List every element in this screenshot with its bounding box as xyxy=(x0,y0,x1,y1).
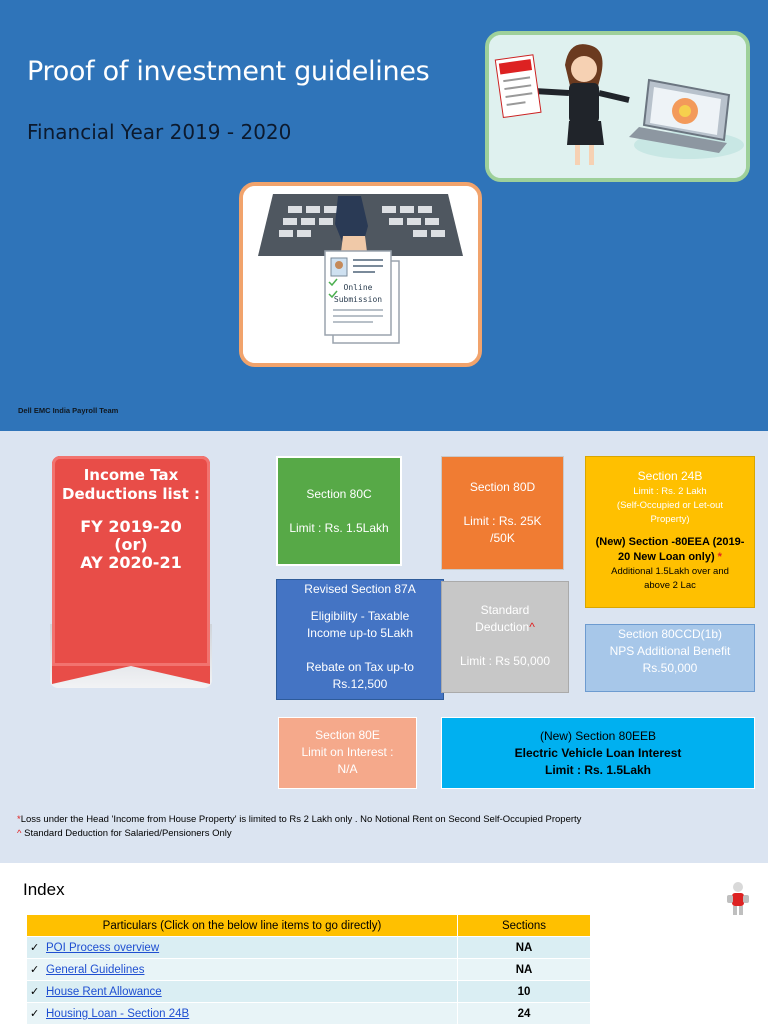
section-80eea-marker: * xyxy=(717,551,722,563)
section-cell: NA xyxy=(458,937,591,959)
header-particulars: Particulars (Click on the below line items to go directly) xyxy=(27,915,458,937)
section-80d-limit-2: /50K xyxy=(490,531,515,545)
section-80eea-line2-wrap xyxy=(586,550,754,565)
ribbon-or: (or) xyxy=(114,535,148,554)
ribbon-heading-line2: Deductions list : xyxy=(62,485,200,503)
submission-label: Submission xyxy=(333,295,383,304)
section-87a-elig-2: Income up-to 5Lakh xyxy=(306,626,414,640)
checkmark-icon: ✓ xyxy=(30,1008,40,1020)
standard-deduction-box xyxy=(441,581,569,693)
section-80c-limit: Limit : Rs. 1.5Lakh xyxy=(289,520,389,535)
section-cell: NA xyxy=(458,959,591,981)
section-87a-title: Revised Section 87A xyxy=(304,582,416,596)
section-80e-box xyxy=(278,717,417,789)
index-link-general-guidelines[interactable]: General Guidelines xyxy=(46,964,145,976)
deductions-slide xyxy=(0,431,768,863)
section-87a-elig-1: Eligibility - Taxable xyxy=(310,609,410,623)
online-label: Online xyxy=(343,283,373,292)
standard-deduction-line2-wrap xyxy=(442,619,568,636)
title-slide xyxy=(0,0,768,431)
section-80e-title: Section 80E xyxy=(315,728,380,742)
section-80ccd-box xyxy=(585,624,755,692)
page-title: Proof of investment guidelines xyxy=(27,56,430,87)
page-subtitle: Financial Year 2019 - 2020 xyxy=(27,120,292,144)
section-80eea-line1: (New) Section -80EEA (2019- xyxy=(595,536,745,548)
section-24b-note-2: Property) xyxy=(650,514,690,525)
section-80eea-extra-2: above 2 Lac xyxy=(644,580,696,591)
index-title: Index xyxy=(23,880,65,899)
header-sections: Sections xyxy=(458,915,591,937)
section-80e-line1: Limit on Interest : xyxy=(301,745,394,759)
table-row[interactable] xyxy=(27,1003,591,1024)
checkmark-icon: ✓ xyxy=(30,986,40,998)
mascot-icon xyxy=(723,880,753,918)
ribbon-years xyxy=(52,518,210,572)
section-87a-box xyxy=(276,579,444,700)
footnote-standard-deduction-text: Standard Deduction for Salaried/Pensioners Only xyxy=(21,828,232,839)
online-submission-illustration xyxy=(239,182,482,367)
index-link-hra[interactable]: House Rent Allowance xyxy=(46,986,162,998)
index-link-housing-loan[interactable]: Housing Loan - Section 24B xyxy=(46,1008,190,1020)
deductions-ribbon xyxy=(50,456,212,691)
section-87a-rebate-1: Rebate on Tax up-to xyxy=(306,660,414,674)
section-80d-box xyxy=(441,456,564,570)
section-80d-limit-1: Limit : Rs. 25K xyxy=(463,514,542,528)
section-80ccd-line2: Rs.50,000 xyxy=(642,661,698,675)
index-link-poi-process[interactable]: POI Process overview xyxy=(46,942,160,954)
particular-cell xyxy=(27,981,458,1003)
section-80ccd-line1: NPS Additional Benefit xyxy=(609,644,731,658)
footnote-marker-star: * xyxy=(17,814,21,825)
particular-cell xyxy=(27,959,458,981)
index-table xyxy=(26,914,591,1024)
section-24b-limit: Limit : Rs. 2 Lakh xyxy=(633,486,707,497)
ribbon-ay: AY 2020-21 xyxy=(80,553,182,572)
section-80c-box xyxy=(276,456,402,566)
checkmark-icon: ✓ xyxy=(30,964,40,976)
section-80eeb-line1: Electric Vehicle Loan Interest xyxy=(514,746,682,760)
particular-cell xyxy=(27,1003,458,1024)
ribbon-fy: FY 2019-20 xyxy=(80,517,182,536)
table-row[interactable] xyxy=(27,981,591,1003)
section-80eea-extra-1: Additional 1.5Lakh over and xyxy=(611,566,729,577)
table-row[interactable] xyxy=(27,937,591,959)
section-80c-title: Section 80C xyxy=(306,486,372,501)
table-row[interactable] xyxy=(27,959,591,981)
ribbon-heading-line1: Income Tax xyxy=(83,466,179,484)
footer-team-name: Dell EMC India Payroll Team xyxy=(18,406,119,415)
index-slide xyxy=(0,863,768,1024)
section-cell: 24 xyxy=(458,1003,591,1024)
footnote-standard-deduction xyxy=(17,828,232,839)
particular-cell xyxy=(27,937,458,959)
section-80d-title: Section 80D xyxy=(469,480,536,494)
section-cell: 10 xyxy=(458,981,591,1003)
ribbon-banner xyxy=(52,456,210,666)
section-80e-line2: N/A xyxy=(337,762,358,776)
standard-deduction-limit: Limit : Rs 50,000 xyxy=(459,654,551,668)
section-80eeb-line2: Limit : Rs. 1.5Lakh xyxy=(544,763,652,777)
index-header-row xyxy=(27,915,591,937)
section-24b-box xyxy=(585,456,755,608)
section-80eeb-box xyxy=(441,717,755,789)
section-80eea-line2: 20 New Loan only) xyxy=(618,551,715,563)
standard-deduction-line2: Deduction xyxy=(475,620,530,634)
section-24b-note-1: (Self-Occupied or Let-out xyxy=(616,500,724,511)
section-24b-title: Section 24B xyxy=(637,469,703,483)
standard-deduction-line1: Standard xyxy=(480,603,530,617)
footnote-house-property-text: Loss under the Head 'Income from House Property' is limited to Rs 2 Lakh only . No Notional Rent on Second Self-Occupied Property xyxy=(20,814,582,825)
checkmark-icon: ✓ xyxy=(30,942,40,954)
footnote-marker-caret: ^ xyxy=(17,828,22,839)
section-80eeb-title: (New) Section 80EEB xyxy=(539,729,657,743)
ribbon-heading xyxy=(52,466,210,504)
footnote-house-property xyxy=(17,814,581,825)
section-87a-rebate-2: Rs.12,500 xyxy=(332,677,388,691)
section-80ccd-title: Section 80CCD(1b) xyxy=(617,627,723,641)
investment-proofs-illustration xyxy=(485,31,750,182)
standard-deduction-marker: ^ xyxy=(529,620,535,634)
